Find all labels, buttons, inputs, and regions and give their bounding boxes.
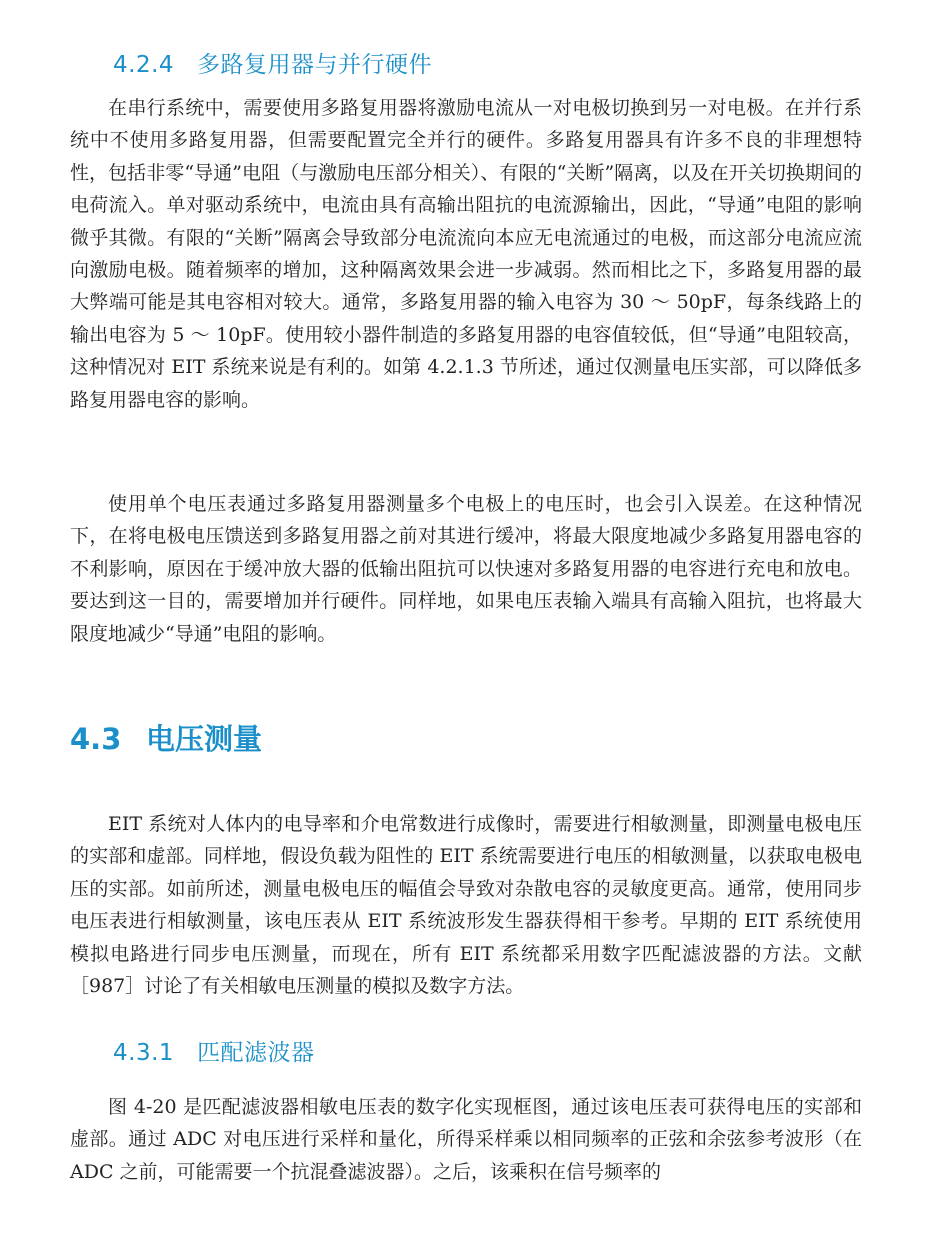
section-title: 匹配滤波器 (197, 1040, 315, 1066)
section-number: 4.3.1 (113, 1040, 175, 1066)
paragraph-3: EIT 系统对人体内的电导率和介电常数进行成像时，需要进行相敏测量，即测量电极电压的实部和虚部。同样地，假设负载为阻性的 EIT 系统需要进行电压的相敏测量，以获取电极电压的实部。如前所述，测量电极电压的幅值会导致对杂散电容的灵敏度更高。通常，使用同步电压表进行相敏测量，该电压表从 EIT 系统波形发生器获得相干参考。早期的 EIT 系统使用模拟电路进行同步电压测量，而现在，所有 EIT 系统都采用数字匹配滤波器的方法。文献［987］讨论了有关相敏电压测量的模拟及数字方法。 (70, 813, 862, 998)
section-title: 电压测量 (146, 722, 263, 756)
section-title: 多路复用器与并行硬件 (197, 52, 432, 78)
section-number: 4.3 (70, 722, 122, 756)
paragraph-4: 图 4-20 是匹配滤波器相敏电压表的数字化实现框图，通过该电压表可获得电压的实部和虚部。通过 ADC 对电压进行采样和量化，所得采样乘以相同频率的正弦和余弦参考波形（在 ADC 之前，可能需要一个抗混叠滤波器）。之后，该乘积在信号频率的 (70, 1096, 862, 1183)
section-heading-4-3-1 (113, 1034, 315, 1067)
paragraph-2: 使用单个电压表通过多路复用器测量多个电极上的电压时，也会引入误差。在这种情况下，在将电极电压馈送到多路复用器之前对其进行缓冲，将最大限度地减少多路复用器电容的不利影响，原因在于缓冲放大器的低输出阻抗可以快速对多路复用器的电容进行充电和放电。要达到这一目的，需要增加并行硬件。同样地，如果电压表输入端具有高输入阻抗，也将最大限度地减少“导通”电阻的影响。 (70, 493, 862, 645)
paragraph-1: 在串行系统中，需要使用多路复用器将激励电流从一对电极切换到另一对电极。在并行系统中不使用多路复用器，但需要配置完全并行的硬件。多路复用器具有许多不良的非理想特性，包括非零“导通”电阻（与激励电压部分相关）、有限的“关断”隔离，以及在开关切换期间的电荷流入。单对驱动系统中，电流由具有高输出阻抗的电流源输出，因此，“导通”电阻的影响微乎其微。有限的“关断”隔离会导致部分电流流向本应无电流通过的电极，而这部分电流应流向激励电极。随着频率的增加，这种隔离效果会进一步减弱。然而相比之下，多路复用器的最大弊端可能是其电容相对较大。通常，多路复用器的输入电容为 30 ～ 50pF，每条线路上的输出电容为 5 ～ 10pF。使用较小器件制造的多路复用器的电容值较低，但“导通”电阻较高，这种情况对 EIT 系统来说是有利的。如第 4.2.1.3 节所述，通过仅测量电压实部，可以降低多路复用器电容的影响。 (70, 97, 862, 411)
section-number: 4.2.4 (113, 52, 175, 78)
section-heading-4-3 (70, 717, 262, 758)
section-heading-4-2-4 (113, 46, 432, 79)
